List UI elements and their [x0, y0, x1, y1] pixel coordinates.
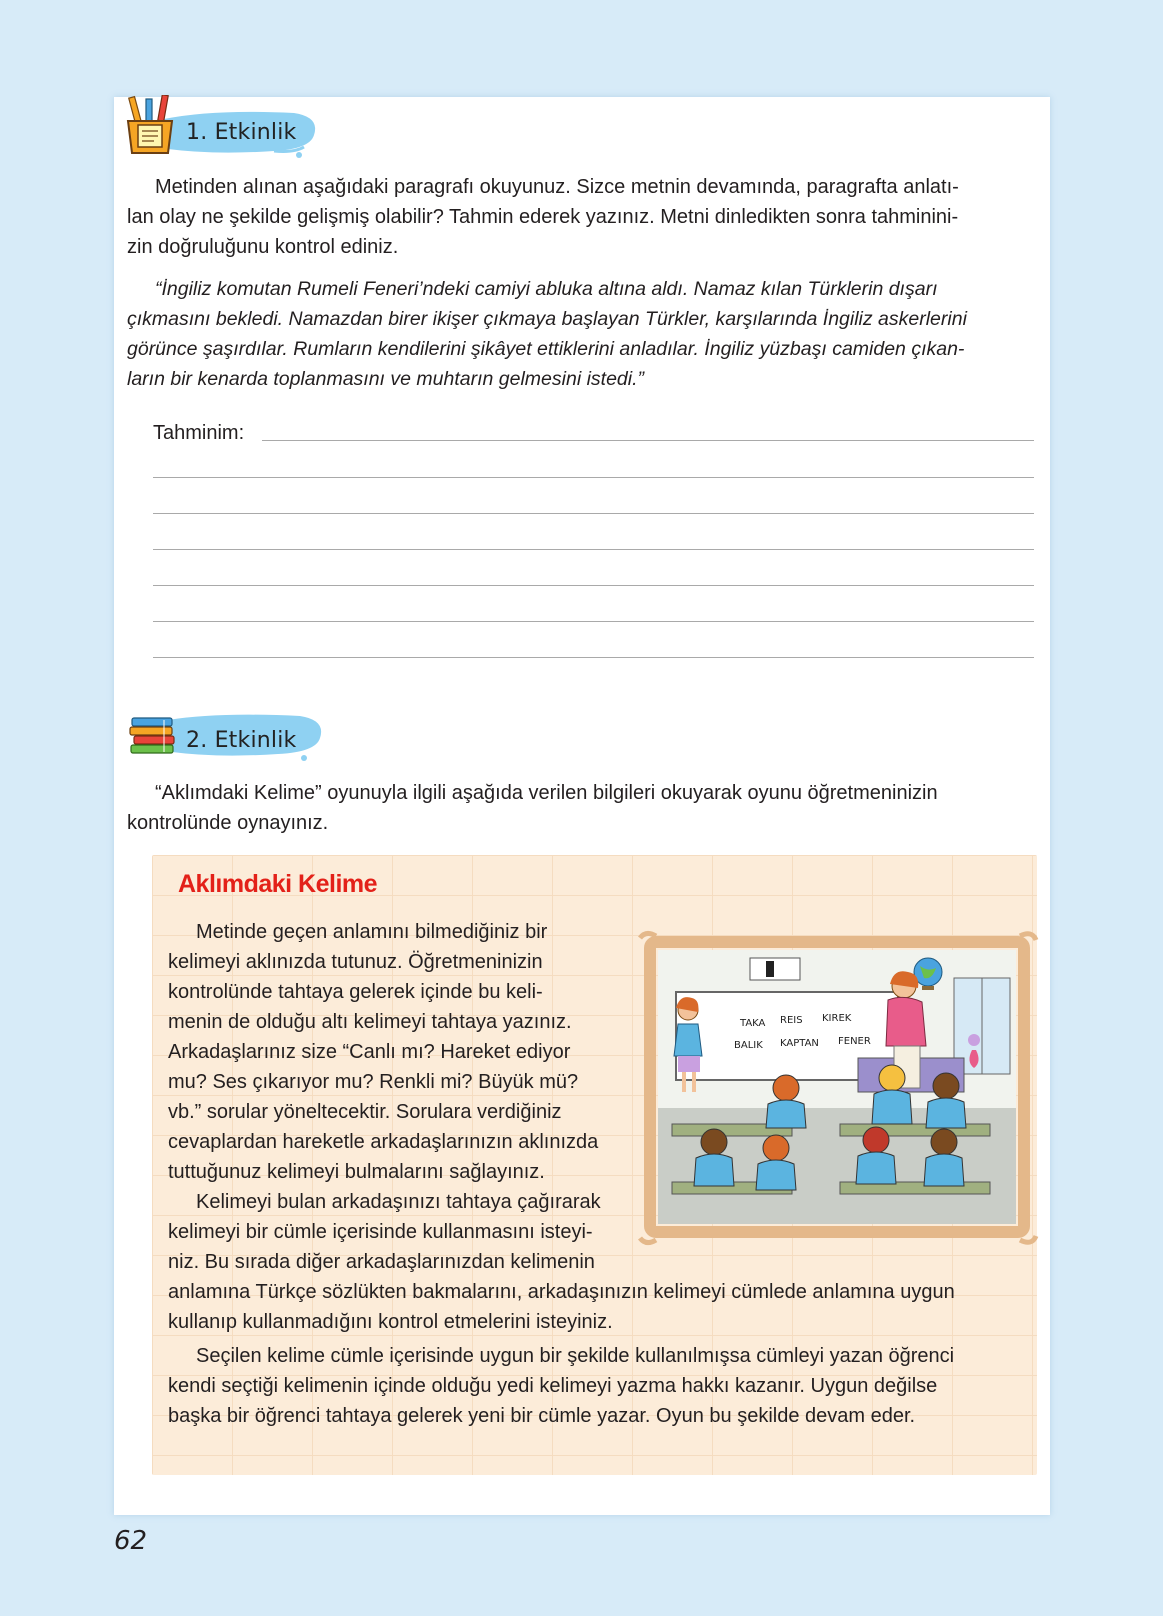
quote-line: çıkmasını bekledi. Namazdan birer ikişer çıkmaya başlayan Türkler, karşılarında İngiliz askerlerini	[127, 308, 967, 330]
page-number: 62	[114, 1526, 148, 1556]
activity-1-title: 1. Etkinlik	[186, 120, 297, 145]
box-line: Kelimeyi bulan arkadaşınızı tahtaya çağırarak	[196, 1191, 601, 1213]
board-word: FENER	[838, 1036, 871, 1047]
game-box-title: Aklımdaki Kelime	[178, 870, 378, 898]
box-line: menin de olduğu altı kelimeyi tahtaya yazınız.	[168, 1011, 572, 1033]
box-line: Seçilen kelime cümle içerisinde uygun bir şekilde kullanılmışsa cümleyi yazan öğrenci	[196, 1345, 955, 1367]
classroom-illustration	[636, 928, 1040, 1248]
box-line: niz. Bu sırada diğer arkadaşlarınızdan kelimenin	[168, 1251, 595, 1273]
box-line: vb.” sorular yöneltecektir. Sorulara verdiğiniz	[168, 1101, 562, 1123]
instruction-line: zin doğruluğunu kontrol ediniz.	[127, 236, 399, 258]
box-line: kullanıp kullanmadığını kontrol etmelerini isteyiniz.	[168, 1311, 613, 1333]
instruction-line: “Aklımdaki Kelime” oyunuyla ilgili aşağıda verilen bilgileri okuyarak oyunu öğretmeninizin	[155, 782, 938, 804]
game-text-narrow	[168, 917, 638, 1277]
box-line: Metinde geçen anlamını bilmediğiniz bir	[196, 921, 548, 943]
quote-line: “İngiliz komutan Rumeli Feneri’ndeki camiyi abluka altına aldı. Namaz kılan Türklerin dışarı	[155, 278, 938, 300]
answer-line[interactable]	[262, 440, 1034, 441]
pencil-cup-icon	[128, 95, 172, 153]
board-word: KIREK	[822, 1013, 852, 1024]
box-line: kendi seçtiği kelimenin içinde olduğu yedi kelimeyi yazma hakkı kazanır. Uygun değilse	[168, 1375, 938, 1397]
quote-paragraph	[127, 274, 1027, 394]
box-line: cevaplardan hareketle arkadaşlarınızın aklınızda	[168, 1131, 599, 1153]
answer-label: Tahminim:	[153, 422, 245, 444]
instruction-line: Metinden alınan aşağıdaki paragrafı okuyunuz. Sizce metnin devamında, paragrafta anlatı-	[155, 176, 959, 198]
instruction-line: lan olay ne şekilde gelişmiş olabilir? Tahmin ederek yazınız. Metni dinledikten sonra tahminini-	[127, 206, 959, 228]
instruction-line: kontrolünde oynayınız.	[127, 812, 329, 834]
quote-line: ların bir kenarda toplanmasını ve muhtarın gelmesini istedi.”	[127, 368, 644, 390]
quote-line: görünce şaşırdılar. Rumların kendilerini şikâyet ettiklerini anladılar. İngiliz yüzbaşı camiden çıkan-	[127, 338, 965, 360]
answer-line[interactable]	[153, 585, 1034, 586]
board-word: TAKA	[740, 1018, 766, 1029]
answer-line[interactable]	[153, 621, 1034, 622]
box-line: anlamına Türkçe sözlükten bakmalarını, arkadaşınızın kelimeyi cümlede anlamına uygun	[168, 1281, 955, 1303]
box-line: tuttuğunuz kelimeyi bulmalarını sağlayınız.	[168, 1161, 545, 1183]
box-line: kelimeyi aklınızda tutunuz. Öğretmeninizin	[168, 951, 543, 973]
board-word: BALIK	[734, 1040, 763, 1051]
answer-line[interactable]	[153, 549, 1034, 550]
box-line: başka bir öğrenci tahtaya gelerek yeni bir cümle yazar. Oyun bu şekilde devam eder.	[168, 1405, 916, 1427]
box-line: mu? Ses çıkarıyor mu? Renkli mi? Büyük mü?	[168, 1071, 579, 1093]
board-word: REIS	[780, 1015, 803, 1026]
game-text-wide	[168, 1277, 1028, 1431]
box-line: kelimeyi bir cümle içerisinde kullanmasını isteyi-	[168, 1221, 593, 1243]
answer-line[interactable]	[153, 477, 1034, 478]
activity-1-instruction	[127, 172, 1027, 262]
activity-2-title: 2. Etkinlik	[186, 728, 297, 753]
answer-line[interactable]	[153, 513, 1034, 514]
books-icon	[130, 718, 174, 753]
box-line: kontrolünde tahtaya gelerek içinde bu keli-	[168, 981, 543, 1003]
board-word: KAPTAN	[780, 1038, 819, 1049]
answer-line[interactable]	[153, 657, 1034, 658]
activity-2-instruction	[127, 778, 1027, 838]
box-line: Arkadaşlarınız size “Canlı mı? Hareket ediyor	[168, 1041, 571, 1063]
